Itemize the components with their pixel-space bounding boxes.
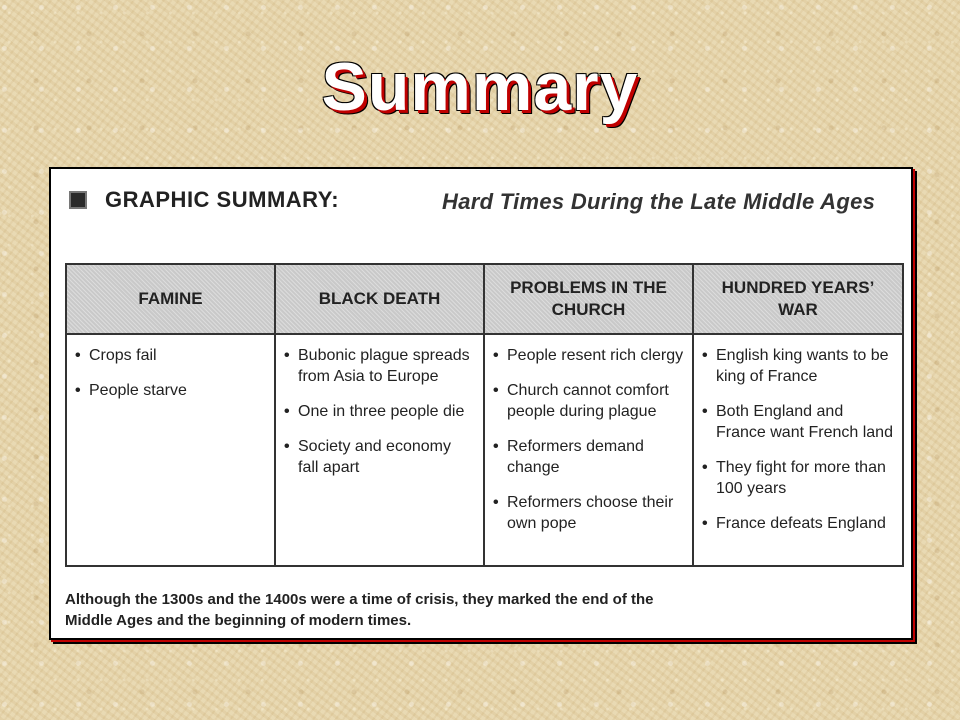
column-header-problems-in-the-church: PROBLEMS IN THE CHURCH	[484, 264, 693, 334]
square-icon	[69, 191, 87, 209]
graphic-summary-title: Hard Times During the Late Middle Ages	[442, 189, 876, 214]
famine-list	[75, 345, 266, 401]
table-header-row	[66, 264, 903, 334]
summary-footer-text: Although the 1300s and the 1400s were a time of crisis, they marked the end of the Middle Ages and the beginning of modern times.	[65, 591, 654, 629]
list-item: • Crops fail	[75, 345, 266, 366]
black-death-cell	[275, 334, 484, 566]
table-row	[66, 334, 903, 566]
column-header-black-death: BLACK DEATH	[275, 264, 484, 334]
column-header-hundred-years-war: HUNDRED YEARS’ WAR	[693, 264, 903, 334]
church-problems-cell	[484, 334, 693, 566]
famine-cell	[66, 334, 275, 566]
summary-table	[65, 263, 904, 567]
column-header-famine: FAMINE	[66, 264, 275, 334]
list-item: • Reformers demand change	[493, 436, 684, 478]
black-death-list	[284, 345, 475, 478]
graphic-summary-label: GRAPHIC SUMMARY:	[105, 187, 340, 212]
list-item: • English king wants to be king of France	[702, 345, 894, 387]
list-item: • Both England and France want French land	[702, 401, 894, 443]
list-item: • Society and economy fall apart	[284, 436, 475, 478]
church-problems-list	[493, 345, 684, 534]
list-item: • People resent rich clergy	[493, 345, 684, 366]
list-item: • Church cannot comfort people during plague	[493, 380, 684, 422]
list-item: • People starve	[75, 380, 266, 401]
hundred-years-war-list	[702, 345, 894, 534]
list-item: • They fight for more than 100 years	[702, 457, 894, 499]
list-item: • Bubonic plague spreads from Asia to Europe	[284, 345, 475, 387]
graphic-summary-card	[49, 167, 913, 640]
list-item: • France defeats England	[702, 513, 894, 534]
slide-title: Summary	[321, 49, 639, 125]
list-item: • One in three people die	[284, 401, 475, 422]
card-header	[65, 185, 901, 245]
hundred-years-war-cell	[693, 334, 903, 566]
list-item: • Reformers choose their own pope	[493, 492, 684, 534]
